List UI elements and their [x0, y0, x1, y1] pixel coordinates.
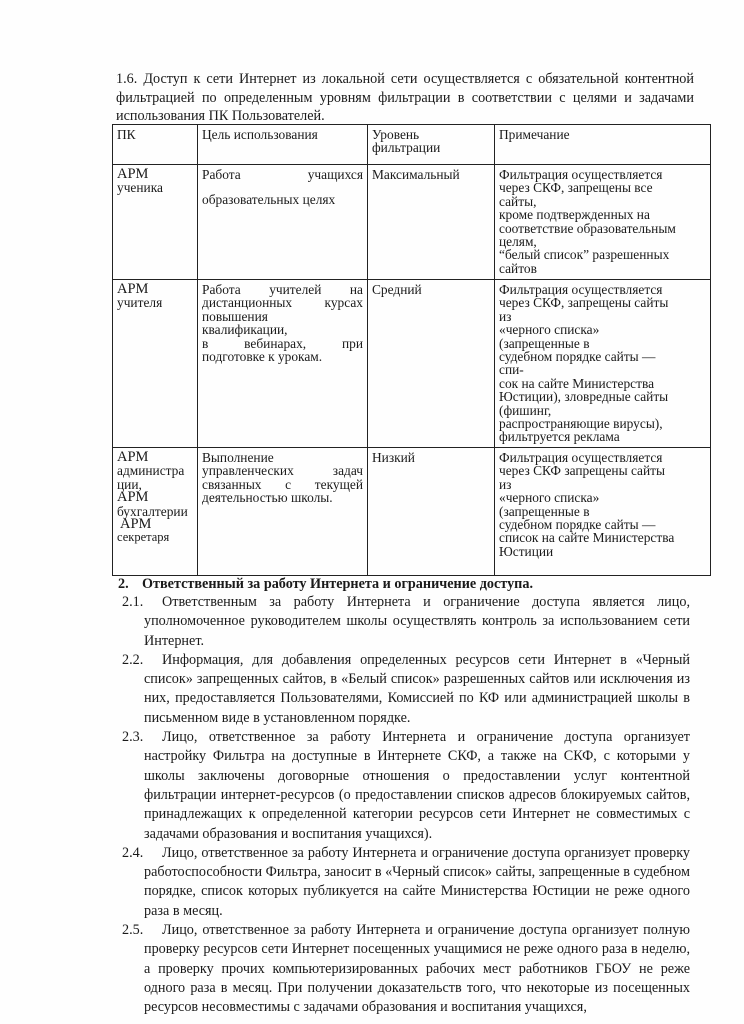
cell-pk: АРМ администра ции, АРМ бухгалтерии АРМ секретаря	[113, 448, 198, 576]
header-pk: ПК	[113, 125, 198, 165]
section-2-heading	[118, 575, 698, 594]
item-number: 2.2.	[122, 651, 144, 668]
header-purpose: Цель использования	[198, 125, 368, 165]
cell-purpose: Работа учащихся образовательных целях	[198, 165, 368, 280]
item-number: 2.5.	[122, 922, 144, 939]
cell-note: Фильтрация осуществляется через СКФ, запрещены все сайты, кроме подтвержденных на соответствие образовательным целям, “белый список” разрешенных сайтов	[495, 165, 711, 280]
filtering-levels-table	[112, 124, 711, 576]
list-item-2-3	[122, 728, 690, 844]
intro-paragraph: 1.6. Доступ к сети Интернет из локальной сети осуществляется с обязательной контентной фильтрацией по определенным уровням фильтрации в соответствии с целями и задачами использования ПК Пользователей.	[116, 71, 694, 124]
item-text: Лицо, ответственное за работу Интернета и ограничение доступа организует настройку Фильтра на доступные в Интернете СКФ, а также на СКФ, с которыми у школы заключены договорные отношения о предоставлении услуг контентной фильтрации интернет-ресурсов (о предоставлении списков адресов блокируемых сайтов, принадлежащих к определенной категории ресурсов сети Интернет не совместимых с задачами образования и воспитания учащихся).	[144, 729, 690, 842]
cell-purpose: Выполнение управленческих задач связанных с текущей деятельностью школы.	[198, 448, 368, 576]
item-number: 2.3.	[122, 729, 144, 746]
list-item-2-2	[122, 651, 690, 728]
section-2-items	[122, 593, 690, 1018]
header-note: Примечание	[495, 125, 711, 165]
item-number: 2.1.	[122, 594, 144, 610]
header-level: Уровень фильтрации	[368, 125, 495, 165]
section-title: Ответственный за работу Интернета и ограничение доступа.	[142, 576, 534, 592]
list-item-2-5	[122, 921, 690, 1017]
cell-level: Максимальный	[368, 165, 495, 280]
table-row	[113, 448, 711, 576]
cell-purpose: Работа учителей на дистанционных курсах повышения квалификации, в вебинарах, при подготовке к урокам.	[198, 280, 368, 448]
table-header-row	[113, 125, 711, 165]
item-text: Ответственным за работу Интернета и ограничение доступа является лицо, уполномоченное руководителем школы осуществлять контроль за использованием сети Интернет.	[144, 594, 690, 649]
item-text: Лицо, ответственное за работу Интернета и ограничение доступа организует полную проверку ресурсов сети Интернет посещенных учащимися не реже одного раза в неделю, а проверку прочих компьютеризированных рабочих мест работников ГБОУ не реже одного раза в месяц. При получении доказательств того, что некоторые из посещенных ресурсов несовместимы с задачами образования и воспитания учащихся,	[144, 922, 690, 1016]
item-text: Информация, для добавления определенных ресурсов сети Интернет в «Черный список» запрещенных сайтов, в «Белый список» разрешенных сайтов или исключения из них, предоставляется Пользователями, Комиссией по КФ или администрацией школы в письменном виде в установленном порядке.	[144, 651, 690, 726]
list-item-2-1	[122, 593, 690, 651]
cell-level: Средний	[368, 280, 495, 448]
cell-pk: АРМ учителя	[113, 280, 198, 448]
list-item-2-4	[122, 844, 690, 921]
cell-note: Фильтрация осуществляется через СКФ запрещены сайты из «черного списка» (запрещенные в судебном порядке сайты — список на сайте Министерства Юстиции	[495, 448, 711, 576]
item-number: 2.4.	[122, 844, 144, 861]
table-row	[113, 280, 711, 448]
section-number: 2.	[118, 576, 129, 592]
table-row	[113, 165, 711, 280]
cell-note: Фильтрация осуществляется через СКФ, запрещены сайты из «черного списка» (запрещенные в судебном порядке сайты — спи- сок на сайте Министерства Юстиции), зловредные сайты (фишинг, распространяющие вирусы), фильтруется реклама	[495, 280, 711, 448]
cell-level: Низкий	[368, 448, 495, 576]
cell-pk: АРМ ученика	[113, 165, 198, 280]
item-text: Лицо, ответственное за работу Интернета и ограничение доступа организует проверку работоспособности Фильтра, заносит в «Черный список» сайты, запрещенные в судебном порядке, список которых публикуется на сайте Министерства Юстиции не реже одного раза в месяц.	[144, 844, 690, 919]
